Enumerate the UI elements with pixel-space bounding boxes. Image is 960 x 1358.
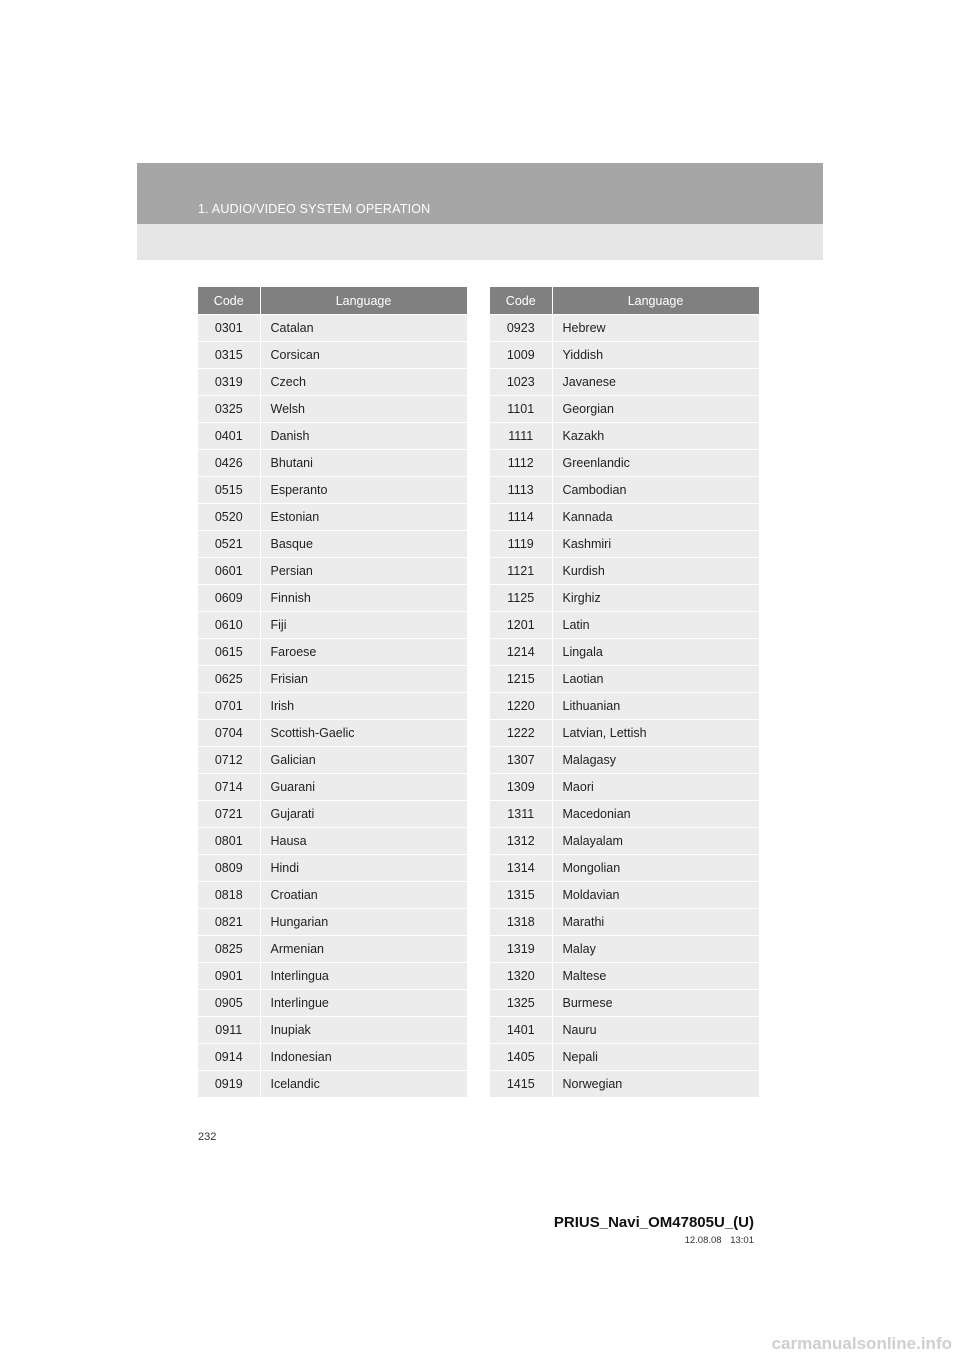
document-id: PRIUS_Navi_OM47805U_(U) bbox=[553, 1214, 754, 1231]
table-row bbox=[198, 1017, 467, 1044]
table-row bbox=[198, 423, 467, 450]
table-row bbox=[490, 882, 759, 909]
print-timestamp bbox=[685, 1235, 754, 1246]
language-name-cell: Hausa bbox=[260, 828, 467, 855]
table-row bbox=[490, 369, 759, 396]
language-code-cell: 0601 bbox=[198, 558, 260, 585]
language-code-cell: 1314 bbox=[490, 855, 552, 882]
table-row bbox=[198, 720, 467, 747]
table-row bbox=[198, 666, 467, 693]
language-code-cell: 0714 bbox=[198, 774, 260, 801]
table-row bbox=[490, 855, 759, 882]
language-code-cell: 0825 bbox=[198, 936, 260, 963]
language-code-cell: 0319 bbox=[198, 369, 260, 396]
language-code-cell: 1111 bbox=[490, 423, 552, 450]
table-row bbox=[198, 558, 467, 585]
page-number: 232 bbox=[198, 1131, 217, 1143]
column-header-code: Code bbox=[198, 287, 260, 315]
table-row bbox=[198, 612, 467, 639]
language-code-cell: 0809 bbox=[198, 855, 260, 882]
language-name-cell: Danish bbox=[260, 423, 467, 450]
language-name-cell: Inupiak bbox=[260, 1017, 467, 1044]
table-row bbox=[198, 855, 467, 882]
language-name-cell: Armenian bbox=[260, 936, 467, 963]
language-code-cell: 1023 bbox=[490, 369, 552, 396]
table-row bbox=[198, 639, 467, 666]
language-code-cell: 1312 bbox=[490, 828, 552, 855]
language-code-cell: 0515 bbox=[198, 477, 260, 504]
language-name-cell: Marathi bbox=[552, 909, 759, 936]
language-code-cell: 0301 bbox=[198, 315, 260, 342]
table-row bbox=[198, 477, 467, 504]
table-row bbox=[490, 477, 759, 504]
language-code-cell: 0401 bbox=[198, 423, 260, 450]
language-code-cell: 0911 bbox=[198, 1017, 260, 1044]
language-name-cell: Icelandic bbox=[260, 1071, 467, 1098]
table-row bbox=[490, 558, 759, 585]
language-code-cell: 1215 bbox=[490, 666, 552, 693]
language-code-cell: 1315 bbox=[490, 882, 552, 909]
table-row bbox=[490, 1071, 759, 1098]
language-code-cell: 0821 bbox=[198, 909, 260, 936]
language-code-cell: 0521 bbox=[198, 531, 260, 558]
language-name-cell: Irish bbox=[260, 693, 467, 720]
language-name-cell: Faroese bbox=[260, 639, 467, 666]
language-code-cell: 1318 bbox=[490, 909, 552, 936]
table-row bbox=[198, 315, 467, 342]
language-code-cell: 0325 bbox=[198, 396, 260, 423]
table-row bbox=[490, 828, 759, 855]
print-date: 12.08.08 bbox=[684, 1235, 722, 1246]
language-name-cell: Moldavian bbox=[552, 882, 759, 909]
language-code-cell: 1220 bbox=[490, 693, 552, 720]
language-code-cell: 1201 bbox=[490, 612, 552, 639]
table-row bbox=[490, 504, 759, 531]
language-code-cell: 1214 bbox=[490, 639, 552, 666]
language-name-cell: Czech bbox=[260, 369, 467, 396]
language-code-cell: 1319 bbox=[490, 936, 552, 963]
table-row bbox=[198, 585, 467, 612]
language-name-cell: Interlingue bbox=[260, 990, 467, 1017]
language-code-cell: 0801 bbox=[198, 828, 260, 855]
language-name-cell: Kurdish bbox=[552, 558, 759, 585]
language-code-cell: 0701 bbox=[198, 693, 260, 720]
table-row bbox=[198, 990, 467, 1017]
header-subband bbox=[137, 224, 823, 260]
language-name-cell: Frisian bbox=[260, 666, 467, 693]
language-name-cell: Hebrew bbox=[552, 315, 759, 342]
table-row bbox=[490, 936, 759, 963]
language-code-cell: 1415 bbox=[490, 1071, 552, 1098]
language-name-cell: Esperanto bbox=[260, 477, 467, 504]
table-row bbox=[490, 666, 759, 693]
language-name-cell: Persian bbox=[260, 558, 467, 585]
language-name-cell: Corsican bbox=[260, 342, 467, 369]
language-name-cell: Bhutani bbox=[260, 450, 467, 477]
language-name-cell: Lithuanian bbox=[552, 693, 759, 720]
language-name-cell: Lingala bbox=[552, 639, 759, 666]
table-row bbox=[198, 936, 467, 963]
language-code-cell: 1125 bbox=[490, 585, 552, 612]
table-row bbox=[490, 1017, 759, 1044]
language-code-cell: 0901 bbox=[198, 963, 260, 990]
table-row bbox=[198, 396, 467, 423]
table-row bbox=[198, 963, 467, 990]
column-header-code: Code bbox=[490, 287, 552, 315]
table-row bbox=[198, 369, 467, 396]
language-name-cell: Maori bbox=[552, 774, 759, 801]
language-code-cell: 0609 bbox=[198, 585, 260, 612]
table-row bbox=[198, 450, 467, 477]
table-row bbox=[198, 747, 467, 774]
language-name-cell: Kannada bbox=[552, 504, 759, 531]
table-row bbox=[198, 828, 467, 855]
language-name-cell: Croatian bbox=[260, 882, 467, 909]
language-name-cell: Nauru bbox=[552, 1017, 759, 1044]
language-code-cell: 1112 bbox=[490, 450, 552, 477]
language-name-cell: Norwegian bbox=[552, 1071, 759, 1098]
language-code-cell: 1309 bbox=[490, 774, 552, 801]
language-name-cell: Javanese bbox=[552, 369, 759, 396]
language-name-cell: Kashmiri bbox=[552, 531, 759, 558]
table-header-row bbox=[490, 287, 759, 315]
language-name-cell: Welsh bbox=[260, 396, 467, 423]
column-header-language: Language bbox=[260, 287, 467, 315]
language-name-cell: Mongolian bbox=[552, 855, 759, 882]
language-code-cell: 0923 bbox=[490, 315, 552, 342]
language-name-cell: Maltese bbox=[552, 963, 759, 990]
language-name-cell: Estonian bbox=[260, 504, 467, 531]
table-row bbox=[198, 1044, 467, 1071]
table-row bbox=[490, 585, 759, 612]
section-title: 1. AUDIO/VIDEO SYSTEM OPERATION bbox=[198, 202, 431, 216]
language-name-cell: Nepali bbox=[552, 1044, 759, 1071]
language-name-cell: Cambodian bbox=[552, 477, 759, 504]
table-row bbox=[490, 909, 759, 936]
table-row bbox=[490, 774, 759, 801]
language-name-cell: Malay bbox=[552, 936, 759, 963]
language-name-cell: Latin bbox=[552, 612, 759, 639]
language-code-cell: 1009 bbox=[490, 342, 552, 369]
language-name-cell: Laotian bbox=[552, 666, 759, 693]
table-row bbox=[198, 531, 467, 558]
language-name-cell: Hungarian bbox=[260, 909, 467, 936]
language-code-cell: 1113 bbox=[490, 477, 552, 504]
language-name-cell: Burmese bbox=[552, 990, 759, 1017]
table-row bbox=[490, 342, 759, 369]
table-row bbox=[490, 693, 759, 720]
language-code-cell: 1325 bbox=[490, 990, 552, 1017]
table-row bbox=[490, 801, 759, 828]
language-code-cell: 0615 bbox=[198, 639, 260, 666]
language-name-cell: Kirghiz bbox=[552, 585, 759, 612]
language-code-cell: 1119 bbox=[490, 531, 552, 558]
language-name-cell: Macedonian bbox=[552, 801, 759, 828]
language-code-cell: 0520 bbox=[198, 504, 260, 531]
language-name-cell: Gujarati bbox=[260, 801, 467, 828]
language-name-cell: Greenlandic bbox=[552, 450, 759, 477]
table-row bbox=[490, 396, 759, 423]
language-code-cell: 0426 bbox=[198, 450, 260, 477]
language-code-cell: 1401 bbox=[490, 1017, 552, 1044]
language-code-cell: 1311 bbox=[490, 801, 552, 828]
language-code-table-right bbox=[490, 287, 759, 1097]
language-name-cell: Interlingua bbox=[260, 963, 467, 990]
table-row bbox=[490, 720, 759, 747]
language-code-cell: 1114 bbox=[490, 504, 552, 531]
language-code-cell: 0905 bbox=[198, 990, 260, 1017]
table-row bbox=[198, 693, 467, 720]
table-row bbox=[198, 504, 467, 531]
language-code-cell: 0919 bbox=[198, 1071, 260, 1098]
table-header-row bbox=[198, 287, 467, 315]
language-code-cell: 0712 bbox=[198, 747, 260, 774]
language-name-cell: Finnish bbox=[260, 585, 467, 612]
table-row bbox=[490, 450, 759, 477]
language-name-cell: Fiji bbox=[260, 612, 467, 639]
table-row bbox=[198, 882, 467, 909]
table-row bbox=[198, 801, 467, 828]
language-code-cell: 0315 bbox=[198, 342, 260, 369]
table-row bbox=[490, 963, 759, 990]
language-name-cell: Georgian bbox=[552, 396, 759, 423]
language-name-cell: Basque bbox=[260, 531, 467, 558]
language-name-cell: Catalan bbox=[260, 315, 467, 342]
language-code-cell: 1307 bbox=[490, 747, 552, 774]
language-code-cell: 1222 bbox=[490, 720, 552, 747]
language-code-table-left bbox=[198, 287, 467, 1097]
language-name-cell: Malagasy bbox=[552, 747, 759, 774]
language-name-cell: Yiddish bbox=[552, 342, 759, 369]
table-row bbox=[198, 909, 467, 936]
table-row bbox=[490, 423, 759, 450]
language-name-cell: Kazakh bbox=[552, 423, 759, 450]
language-name-cell: Indonesian bbox=[260, 1044, 467, 1071]
language-code-cell: 0721 bbox=[198, 801, 260, 828]
table-row bbox=[490, 1044, 759, 1071]
table-row bbox=[490, 639, 759, 666]
language-code-cell: 1121 bbox=[490, 558, 552, 585]
table-row bbox=[490, 315, 759, 342]
print-time: 13:01 bbox=[730, 1235, 754, 1246]
language-name-cell: Galician bbox=[260, 747, 467, 774]
language-code-cell: 0704 bbox=[198, 720, 260, 747]
table-row bbox=[490, 747, 759, 774]
language-code-cell: 0610 bbox=[198, 612, 260, 639]
language-code-cell: 0625 bbox=[198, 666, 260, 693]
language-code-cell: 1405 bbox=[490, 1044, 552, 1071]
table-row bbox=[198, 342, 467, 369]
language-code-cell: 1320 bbox=[490, 963, 552, 990]
language-name-cell: Guarani bbox=[260, 774, 467, 801]
column-header-language: Language bbox=[552, 287, 759, 315]
table-row bbox=[198, 774, 467, 801]
language-name-cell: Malayalam bbox=[552, 828, 759, 855]
language-name-cell: Hindi bbox=[260, 855, 467, 882]
table-row bbox=[490, 531, 759, 558]
language-code-cell: 0914 bbox=[198, 1044, 260, 1071]
watermark: carmanualsonline.info bbox=[771, 1334, 952, 1353]
table-row bbox=[490, 612, 759, 639]
table-row bbox=[490, 990, 759, 1017]
table-row bbox=[198, 1071, 467, 1098]
language-name-cell: Scottish-Gaelic bbox=[260, 720, 467, 747]
language-code-cell: 1101 bbox=[490, 396, 552, 423]
language-name-cell: Latvian, Lettish bbox=[552, 720, 759, 747]
language-code-cell: 0818 bbox=[198, 882, 260, 909]
